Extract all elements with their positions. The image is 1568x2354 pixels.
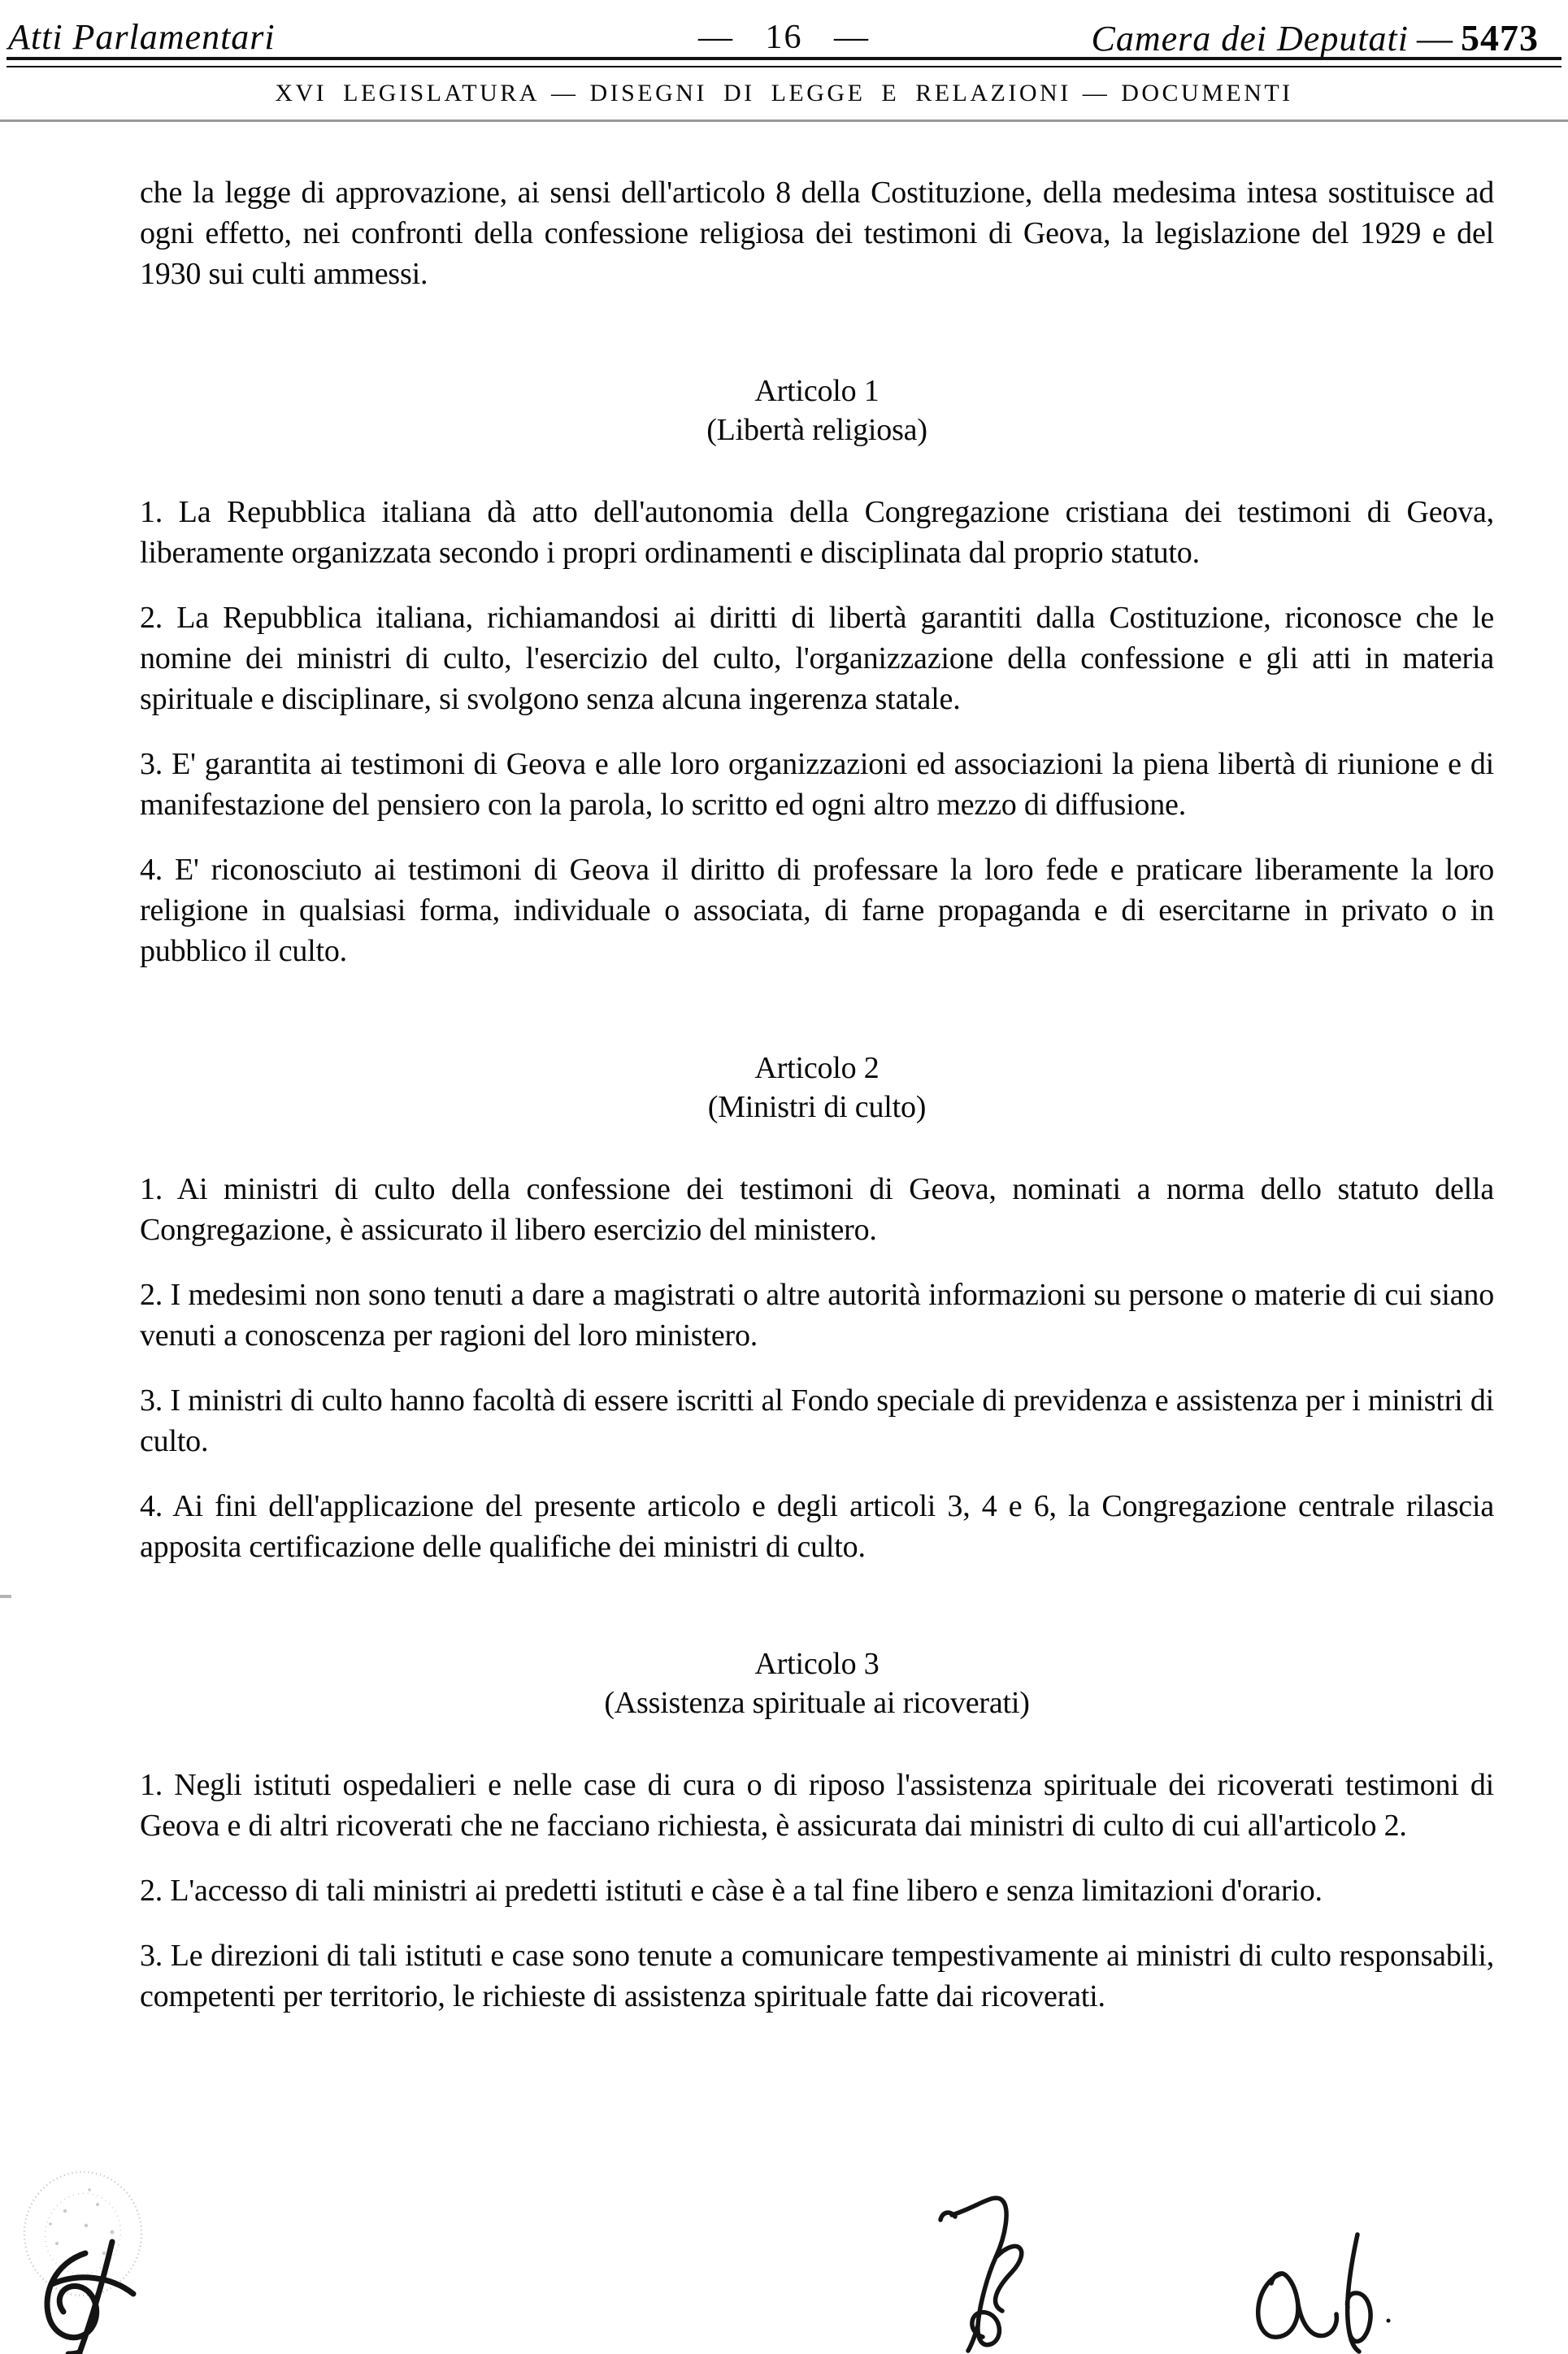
double-rule (7, 57, 1561, 67)
legislature-dash-1: — (550, 80, 579, 106)
page-number-dash-right: — (834, 19, 870, 56)
paragraph: 1. La Repubblica italiana dà atto dell'autonomia della Congregazione cristiana dei testimoni di Geova, liberamente organizzata secondo i propri ordinamenti e disciplinata dal proprio statuto. (140, 495, 1494, 570)
paragraph: 4. E' riconosciuto ai testimoni di Geova il diritto di professare la loro fede e praticare liberamente la loro religione in qualsiasi forma, individuale o associata, di farne propaganda e di esercitarne in privato o in pubblico il culto. (140, 853, 1494, 968)
signature-ink-right (1236, 2223, 1398, 2354)
article-2-heading (140, 1049, 1494, 1127)
paragraph: 2. I medesimi non sono tenuti a dare a magistrati o altre autorità informazioni su persone o materie di cui siano venuti a conoscenza per ragioni del loro ministero. (140, 1278, 1494, 1353)
article-title: Articolo 1 (754, 374, 880, 408)
legislature-end-label: DOCUMENTI (1121, 80, 1293, 106)
article-subtitle: (Ministri di culto) (707, 1090, 927, 1124)
header-left-title: Atti Parlamentari (8, 17, 276, 57)
page-number-dash-left: — (698, 19, 734, 56)
article-1-section (140, 371, 1494, 971)
round-ink-stamp (8, 2162, 154, 2354)
legislature-label: XVI LEGISLATURA (275, 80, 540, 106)
paragraph: 4. Ai fini dell'applicazione del presente articolo e degli articoli 3, 4 e 6, la Congregazione centrale rilascia apposita certificazione delle qualifiche dei ministri di culto. (140, 1489, 1494, 1564)
article-title: Articolo 3 (754, 1647, 880, 1681)
header-right-title (1091, 16, 1539, 59)
article-3-heading (140, 1644, 1494, 1722)
paragraph: 1. Ai ministri di culto della confessione dei testimoni di Geova, nominati a norma dello statuto della Congregazione, è assicurato il libero esercizio del ministero. (140, 1172, 1494, 1247)
page-header (0, 10, 1568, 62)
paragraph: 3. I ministri di culto hanno facoltà di essere iscritti al Fondo speciale di previdenza e assistenza per i ministri di culto. (140, 1383, 1494, 1458)
intro-paragraph: che la legge di approvazione, ai sensi dell'articolo 8 della Costituzione, della medesima intesa sostituisce ad ogni effetto, nei confronti della confessione religiosa dei testimoni di Geova, la legislazione del 1929 e del 1930 sui culti ammessi. (140, 176, 1494, 291)
paragraph: 2. La Repubblica italiana, richiamandosi ai diritti di libertà garantiti dalla Costituzione, riconosce che le nomine dei ministri di culto, l'esercizio del culto, l'organizzazione della confessione e gli atti in materia spirituale e disciplinare, si svolgono senza alcuna ingerenza statale. (140, 601, 1494, 716)
signature-ink-center (931, 2182, 1069, 2354)
bill-number: 5473 (1461, 17, 1539, 59)
paragraph: 2. L'accesso di tali ministri ai predetti istituti e càse è a tal fine libero e senza limitazioni d'orario. (140, 1874, 1323, 1908)
article-subtitle: (Assistenza spirituale ai ricoverati) (604, 1686, 1030, 1720)
margin-scan-mark (0, 1595, 11, 1598)
paragraph: 3. Le direzioni di tali istituti e case sono tenute a comunicare tempestivamente ai ministri di culto responsabili, competenti per territorio, le richieste di assistenza spirituale fatte dai ricoverati. (140, 1939, 1494, 2013)
legislature-mid-label: DISEGNI DI LEGGE E RELAZIONI (589, 80, 1071, 106)
page-number-value: 16 (765, 19, 803, 56)
header-page-number (698, 18, 870, 57)
article-2-section (140, 1049, 1494, 1567)
chamber-dash: — (1417, 19, 1453, 59)
legislature-dash-2: — (1082, 80, 1110, 106)
paragraph: 1. Negli istituti ospedalieri e nelle case di cura o di riposo l'assistenza spirituale dei ricoverati testimoni di Geova e di altri ricoverati che ne facciano richiesta, è assicurata dai ministri di culto di cui all'articolo 2. (140, 1768, 1494, 1843)
article-subtitle: (Libertà religiosa) (706, 413, 927, 447)
article-title: Articolo 2 (754, 1051, 880, 1085)
chamber-title: Camera dei Deputati (1091, 19, 1409, 59)
article-1-heading (140, 371, 1494, 450)
article-3-section (140, 1644, 1494, 2017)
single-rule (0, 119, 1568, 122)
legislature-line (0, 80, 1568, 107)
paragraph: 3. E' garantita ai testimoni di Geova e alle loro organizzazioni ed associazioni la piena libertà di riunione e di manifestazione del pensiero con la parola, lo scritto ed ogni altro mezzo di diffusione. (140, 747, 1494, 822)
document-body (140, 172, 1494, 2041)
